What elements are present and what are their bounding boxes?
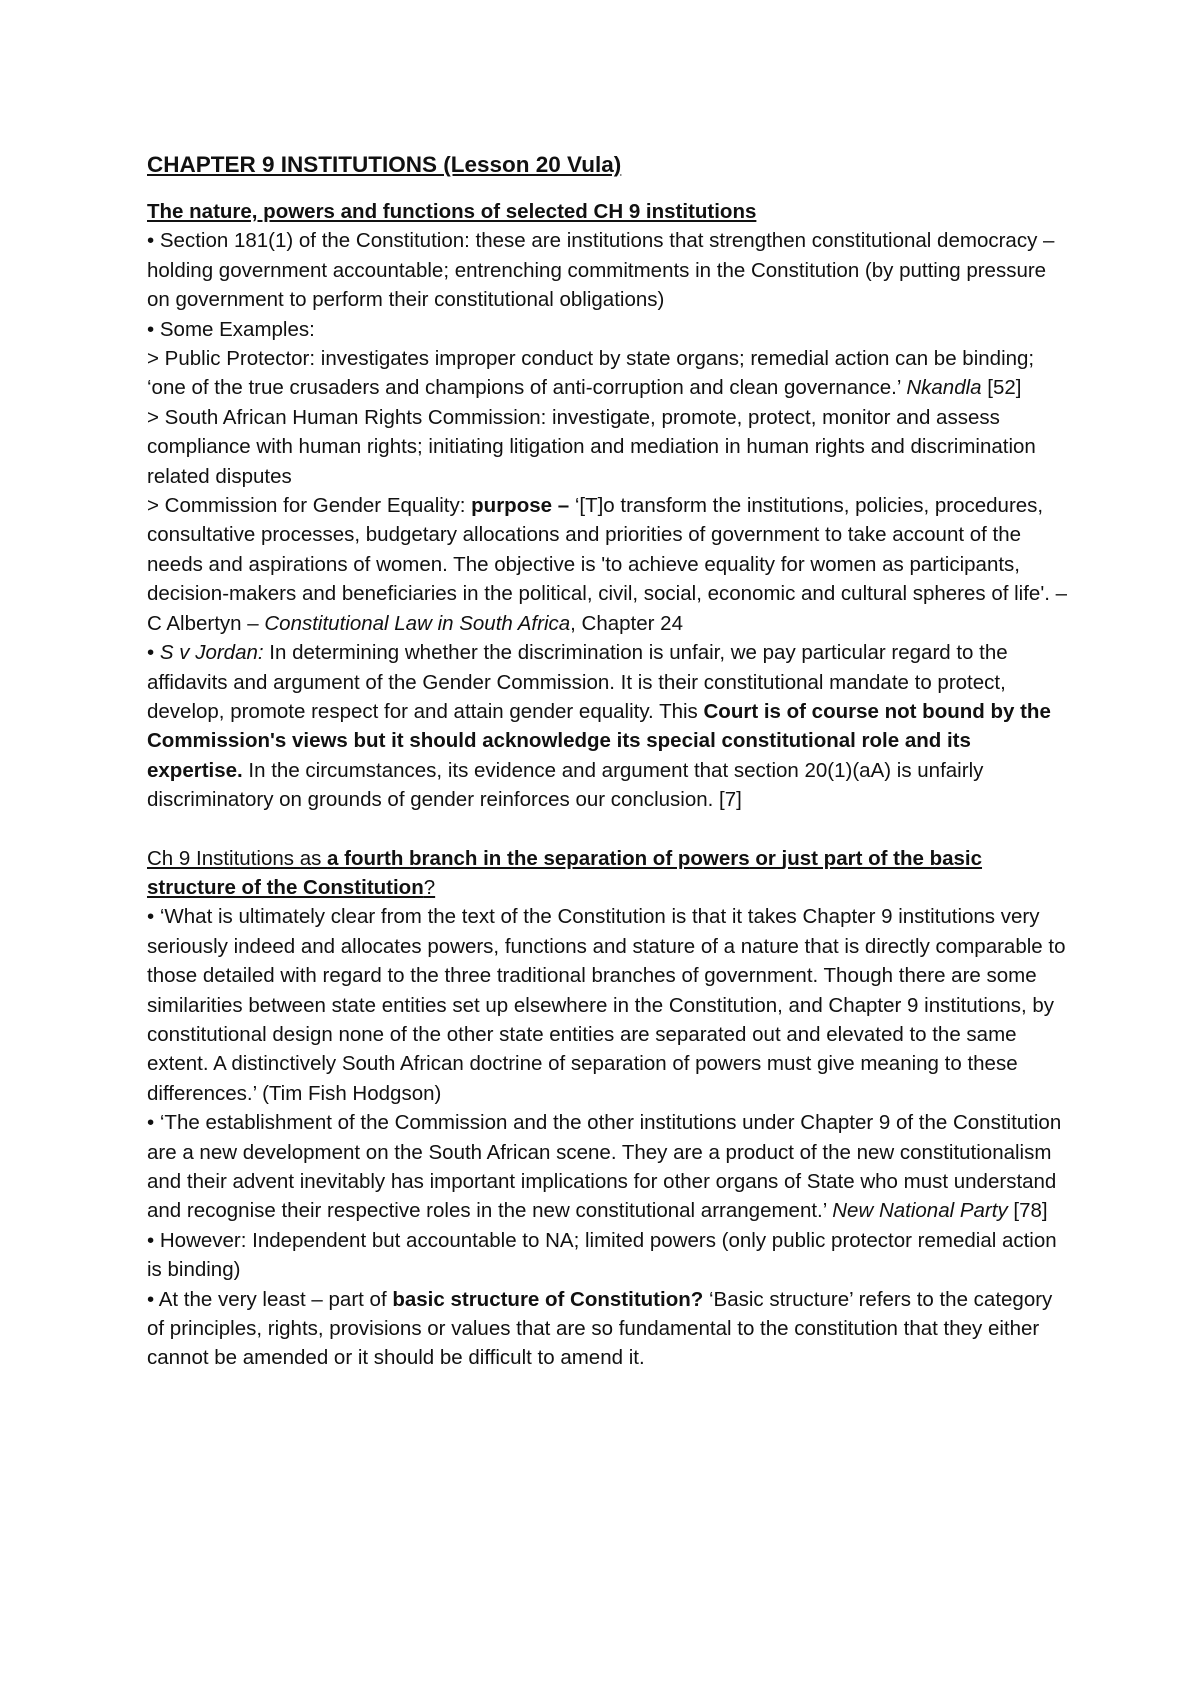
section-heading-fourth-branch <box>147 844 1072 903</box>
heading2-fourth-branch: a fourth branch in the separation of powers <box>327 846 750 870</box>
bullet-hodgson-quote: • ‘What is ultimately clear from the text of the Constitution is that it takes Chapter 9 institutions very seriously indeed and allocates powers, functions and stature of a nature that is directly comparable to those detailed with regard to the three traditional branches of government. Though there are some similarities between state entities set up elsewhere in the Constitution, and Chapter 9 institutions, by constitutional design none of the other state entities are separated out and elevated to the same extent. A distinctively South African doctrine of separation of powers must give meaning to these differences.’ (Tim Fish Hodgson) <box>147 905 1066 1105</box>
nkandla-citation: [52] <box>981 376 1022 400</box>
case-name-new-national-party: New National Party <box>832 1199 1008 1223</box>
bullet-some-examples: • Some Examples: <box>147 317 315 341</box>
bullet-however: • However: Independent but accountable to NA; limited powers (only public protector remedial action is binding) <box>147 1228 1057 1282</box>
item-public-protector <box>147 344 1072 403</box>
jordan-bold-text: Court is of course not bound by the Commission's views but it should acknowledge its special constitutional role and its expertise. <box>147 699 1051 782</box>
least-bold-text: basic structure of Constitution? <box>392 1287 704 1311</box>
cge-chapter: , Chapter 24 <box>570 611 683 635</box>
least-text-a: • At the very least – part of <box>147 1287 393 1311</box>
bullet-at-the-very-least <box>147 1285 1072 1373</box>
jordan-text-b: In the circumstances, its evidence and argument that section 20(1)(aA) is unfairly discriminatory on grounds of gender reinforces our conclusion. [7] <box>147 758 984 812</box>
jordan-bullet-mark: • <box>147 641 160 665</box>
cge-purpose-label: purpose – <box>471 494 575 518</box>
case-name-s-v-jordan: S v Jordan: <box>159 641 264 665</box>
item-sahrc: > South African Human Rights Commission: investigate, promote, protect, monitor and assess compliance with human rights; initiating litigation and mediation in human rights and discrimination related disputes <box>147 405 1036 488</box>
cge-quote: ‘[T]o transform the institutions, policies, procedures, consultative processes, budgetary allocations and priorities of government to take account of the needs and aspirations of women. The objective is 'to achieve equality for women as participants, decision-makers and beneficiaries in the political, civil, social, economic and cultural spheres of life'. – C Albertyn – <box>147 494 1068 635</box>
item-gender-commission <box>147 491 1072 638</box>
bullet-s-v-jordan <box>147 638 1072 814</box>
case-name-nkandla: Nkandla <box>906 376 982 400</box>
least-text-b: ‘Basic structure’ refers to the category of principles, rights, provisions or values that are so fundamental to the constitution that they either cannot be amended or it should be difficult to amend it. <box>147 1287 1053 1370</box>
nnp-quote-text: • ‘The establishment of the Commission and the other institutions under Chapter 9 of the Constitution are a new development on the South African scene. They are a product of the new constitutionalism and their advent inevitably has important implications for other organs of State who must understand and recognise their respective roles in the new constitutional arrangement.’ <box>147 1111 1062 1223</box>
heading2-basic-structure: just part of the basic structure of the Constitution <box>147 846 983 899</box>
heading2-or: or <box>749 846 782 870</box>
bullet-new-national-party-quote <box>147 1108 1072 1226</box>
heading2-question-mark: ? <box>423 875 436 899</box>
nnp-citation: [78] <box>1007 1199 1048 1223</box>
bullet-section-181: • Section 181(1) of the Constitution: these are institutions that strengthen constitutional democracy – holding government accountable; entrenching commitments in the Constitution (by putting pressure on government to perform their constitutional obligations) <box>147 229 1055 312</box>
cge-book-title: Constitutional Law in South Africa <box>264 611 571 635</box>
section-spacer <box>147 815 1072 844</box>
heading2-part-a: Ch 9 Institutions as <box>147 846 328 870</box>
public-protector-text: > Public Protector: investigates improper conduct by state organs; remedial action can be binding; ‘one of the true crusaders and champions of anti-corruption and clean governance.’ <box>147 347 1035 400</box>
document-page <box>147 150 1072 1373</box>
section-heading-nature-powers: The nature, powers and functions of selected CH 9 institutions <box>147 200 757 223</box>
document-title: CHAPTER 9 INSTITUTIONS (Lesson 20 Vula) <box>147 152 622 177</box>
jordan-text-a: In determining whether the discrimination is unfair, we pay particular regard to the affidavits and argument of the Gender Commission. It is their constitutional mandate to protect, develop, promote respect for and attain gender equality. This <box>147 641 1008 723</box>
cge-intro: > Commission for Gender Equality: <box>147 494 472 518</box>
